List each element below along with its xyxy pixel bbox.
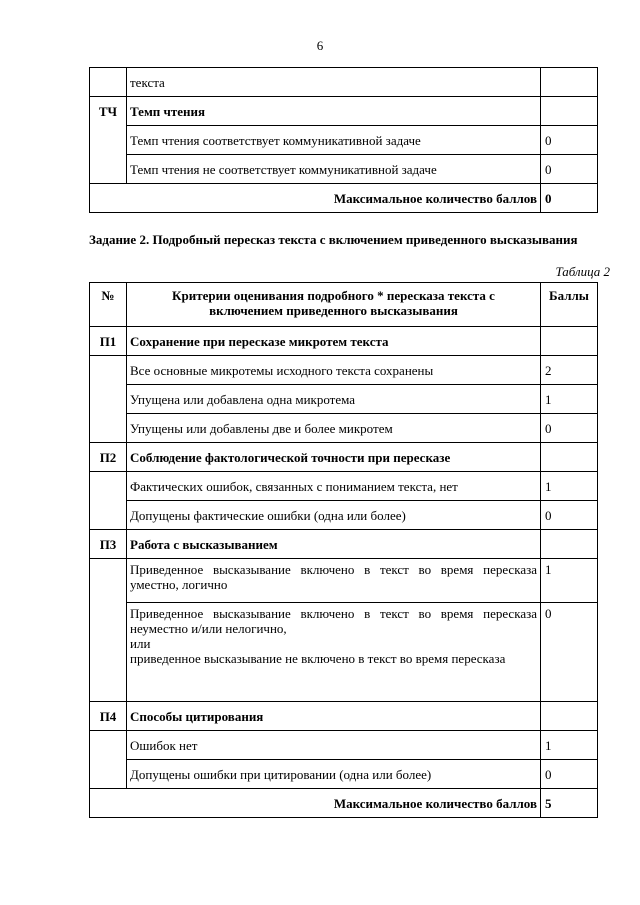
reading-pace-table [89, 67, 598, 213]
score-cell [541, 702, 598, 731]
criterion-text-cell: Все основные микротемы исходного текста сохранены [127, 356, 541, 385]
criterion-text-cell [127, 603, 541, 702]
criterion-text-cell: Упущена или добавлена одна микротема [127, 385, 541, 414]
retelling-criteria-table [89, 282, 598, 818]
score-cell: 0 [541, 760, 598, 789]
section-row [90, 530, 598, 559]
table-2-label: Таблица 2 [555, 264, 610, 279]
score-cell: 0 [541, 501, 598, 530]
table-row [90, 501, 598, 530]
section-title: Сохранение при пересказе микротем текста [127, 327, 541, 356]
criterion-text-cell: Допущены ошибки при цитировании (одна или более) [127, 760, 541, 789]
criterion-text-line: приведенное высказывание не включено в текст во время пересказа [130, 651, 506, 666]
table-row [90, 559, 598, 603]
table-row [90, 603, 598, 702]
header-criteria: Критерии оценивания подробного * пересказа текста с включением приведенного высказывания [127, 283, 541, 327]
table-row [90, 385, 598, 414]
section-row [90, 327, 598, 356]
max-score-label: Максимальное количество баллов [90, 789, 541, 818]
criterion-code-cell: ТЧ [90, 97, 127, 184]
score-cell: 0 [541, 414, 598, 443]
score-cell [541, 68, 598, 97]
table-row [90, 155, 598, 184]
header-score: Баллы [541, 283, 598, 327]
empty-code-cell [90, 731, 127, 789]
criterion-text-line: или [130, 636, 151, 651]
table-row [90, 760, 598, 789]
score-cell [541, 443, 598, 472]
section-title: Соблюдение фактологической точности при пересказе [127, 443, 541, 472]
criterion-text-cell: текста [127, 68, 541, 97]
criterion-text-cell: Допущены фактические ошибки (одна или более) [127, 501, 541, 530]
criterion-text-cell: Приведенное высказывание включено в текст во время пересказа уместно, логично [127, 559, 541, 603]
table-header-row [90, 283, 598, 327]
table-row [90, 184, 598, 213]
table-row [90, 356, 598, 385]
section-code: П2 [90, 443, 127, 472]
score-cell [541, 97, 598, 126]
score-cell [541, 327, 598, 356]
criterion-text-cell: Упущены или добавлены две и более микротем [127, 414, 541, 443]
empty-code-cell [90, 472, 127, 530]
max-score-label: Максимальное количество баллов [90, 184, 541, 213]
table-row [90, 68, 598, 97]
table-row [90, 126, 598, 155]
criterion-title-cell: Темп чтения [127, 97, 541, 126]
score-cell: 1 [541, 385, 598, 414]
max-score-value: 5 [541, 789, 598, 818]
criterion-text-cell: Темп чтения соответствует коммуникативной задаче [127, 126, 541, 155]
table-row [90, 472, 598, 501]
max-score-value: 0 [541, 184, 598, 213]
task-2-title: Задание 2. Подробный пересказ текста с включением приведенного высказывания [89, 232, 578, 247]
table-row [90, 414, 598, 443]
page-number: 6 [316, 38, 324, 53]
score-cell: 1 [541, 559, 598, 603]
criterion-text-line: Приведенное высказывание включено в текст во время пересказа неуместно и/или нелогично, [130, 606, 537, 636]
score-cell: 1 [541, 472, 598, 501]
criterion-text-cell: Фактических ошибок, связанных с пониманием текста, нет [127, 472, 541, 501]
score-cell: 1 [541, 731, 598, 760]
table-row [90, 731, 598, 760]
table-row [90, 97, 598, 126]
section-code: П4 [90, 702, 127, 731]
section-row [90, 443, 598, 472]
criterion-code-cell [90, 68, 127, 97]
section-row [90, 702, 598, 731]
criterion-text-cell: Темп чтения не соответствует коммуникативной задаче [127, 155, 541, 184]
section-title: Работа с высказыванием [127, 530, 541, 559]
section-title: Способы цитирования [127, 702, 541, 731]
section-code: П3 [90, 530, 127, 559]
score-cell [541, 530, 598, 559]
section-code: П1 [90, 327, 127, 356]
criterion-text-cell: Ошибок нет [127, 731, 541, 760]
empty-code-cell [90, 559, 127, 702]
score-cell: 0 [541, 603, 598, 702]
empty-code-cell [90, 356, 127, 443]
score-cell: 2 [541, 356, 598, 385]
score-cell: 0 [541, 126, 598, 155]
score-cell: 0 [541, 155, 598, 184]
header-number: № [90, 283, 127, 327]
table-row [90, 789, 598, 818]
